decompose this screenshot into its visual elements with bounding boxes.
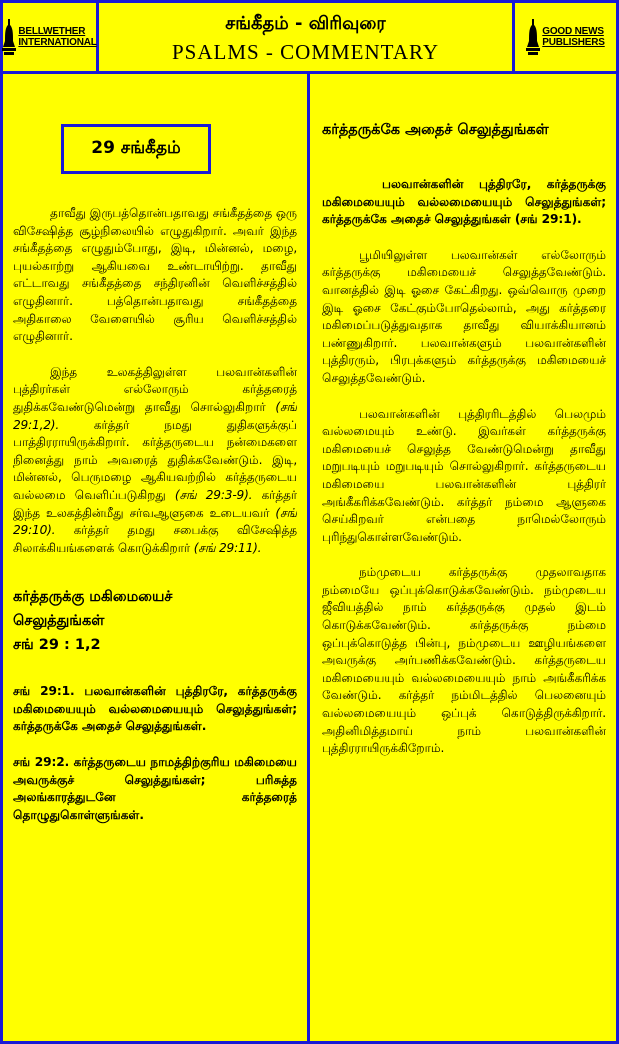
intro-paragraph: தாவீது இருபத்தொன்பதாவது சங்கீதத்தை ஒரு விசேஷித்த சூழ்நிலையில் எழுதுகிறார். அவர் இந்த சங்கீதத்தை எழுதும்போது, இடி, மின்னல், மழை, புயல்காற்று ஆகியவை உண்டாயிற்று. தாவீது எட்டாவது சங்கீதத்தை சந்திரனின் வெளிச்சத்தில் எழுதினார். பத்தொன்பதாவது சங்கீதத்தை அதிகாலை வேளையில் சூரிய வெளிச்சத்தில் எழுதினார். <box>13 206 297 344</box>
right-paragraph-1: பூமியிலுள்ள பலவான்கள் எல்லோரும் கர்த்தருக்கு மகிமையைச் செலுத்தவேண்டும். வானத்தில் இடி ஓசை கேட்கிறது. ஒவ்வொரு முறை இடி ஓசை கேட்கும்போதெல்லாம், அது கர்த்தரை மகிமைப்படுத்துவதாக தாவீது வியாக்கியானம் பண்ணுகிறார். பலவான்களும் பலவான்களின் புத்திரரும், பிரபுக்களும் கர்த்தருக்கு மகிமையைச் செலுத்தவேண்டும். <box>322 247 606 385</box>
summary-text-a: இந்த உலகத்திலுள்ள பலவான்களின் புத்திரர்கள் எல்லோரும் கர்த்தரைத் துதிக்கவேண்டுமென்று தாவீது சொல்லுகிறார் <box>13 364 297 414</box>
section-heading <box>13 585 297 657</box>
title-english: PSALMS - COMMENTARY <box>171 40 440 64</box>
verse-1: சங் 29:1. பலவான்களின் புத்திரரே, கர்த்தருக்கு மகிமையையும் வல்லமையையும் செலுத்துங்கள்; கர்த்தருக்கே அதைச் செலுத்துங்கள். <box>13 684 297 734</box>
right-paragraph-2: பலவான்களின் புத்திரரிடத்தில் பெலமும் வல்லமையும் உண்டு. இவர்கள் கர்த்தருக்கு மகிமையைச் செலுத்த வேண்டுமென்று தாவீது மறுபடியும் மறுபடியும் சொல்லுகிறார். கர்த்தருடைய மகிமையை பலவான்களின் புத்திரர் அங்கீகரிக்கவேண்டும். கர்த்தர் நம்மை ஆளுகை செய்கிறவர் என்பதை நாமெல்லோரும் புரிந்துகொள்ளவேண்டும். <box>322 406 606 544</box>
left-column <box>13 74 297 1041</box>
good-news-logo <box>512 3 616 71</box>
psalm-label-box <box>61 124 211 174</box>
summary-text-b: கர்த்தர் நமது துதிகளுக்குப் பாத்திரராயிருக்கிறார். கர்த்தருடைய நன்மைகளை நினைத்து நாம் அவரைத் துதிக்கவேண்டும். இடி, மின்னல், பெருமழை ஆகியவற்றில் கர்த்தருடைய வல்லமை வெளிப்படுகிறது <box>13 417 297 502</box>
heading-line-1: கர்த்தருக்கு மகிமையைச் <box>13 589 173 606</box>
bell-icon <box>526 19 540 55</box>
reference: (சங் 29:11). <box>193 540 262 555</box>
summary-text-d: கர்த்தர் தமது சபைக்கு விசேஷித்த சிலாக்கியங்களைக் கொடுக்கிறார் <box>13 523 297 555</box>
header <box>3 3 616 74</box>
heading-line-3: சங் 29 : 1,2 <box>13 637 101 654</box>
verse-2: சங் 29:2. கர்த்தருடைய நாமத்திற்குரிய மகிமையை அவருக்குச் செலுத்துங்கள்; பரிசுத்த அலங்காரத்துடனே கர்த்தரைத் தொழுதுகொள்ளுங்கள். <box>13 755 297 822</box>
bellwether-logo <box>3 3 99 71</box>
bell-icon <box>2 19 16 55</box>
summary-paragraph <box>13 364 297 558</box>
psalm-label: 29 சங்கீதம் <box>91 138 181 158</box>
right-paragraph-3: நம்முடைய கர்த்தருக்கு முதலாவதாக நம்மையே ஒப்புக்கொடுக்கவேண்டும். நம்முடைய ஜீவியத்தில் நாம் கர்த்தருக்கு முதல் இடம் கொடுக்கவேண்டும். கர்த்தருக்கு நம்மை ஒப்புக்கொடுத்த பின்பு, நம்முடைய ஊழியங்களை அவருக்கு அர்பணிக்கவேண்டும். கர்த்தருடைய மகிமையையும் வல்லமையையும் நாம் அங்கீகரிக்க வேண்டும். கர்த்தர் நம்மிடத்தில் பெலனையும் வல்லமையையும் ஒப்புக் கொடுத்திருக்கிறார். அதினிமித்தமாய் நாம் பலவான்களின் புத்திரராயிருக்கிறோம். <box>322 565 606 756</box>
column-divider <box>307 74 310 1041</box>
reference: (சங் 29:1,2). <box>13 399 297 432</box>
heading-line-2: செலுத்துங்கள் <box>13 613 105 630</box>
right-heading: கர்த்தருக்கே அதைச் செலுத்துங்கள் <box>322 122 549 138</box>
reference: (சங் 29:10). <box>13 505 297 538</box>
reference: (சங் 29:3-9). <box>174 487 253 502</box>
bellwether-logo-text: BELLWETHER INTERNATIONAL <box>18 26 97 48</box>
summary-text-c: கர்த்தர் இந்த உலகத்தின்மீது சர்வஆளுகை உடையவர் <box>13 487 297 520</box>
good-news-logo-text: GOOD NEWS PUBLISHERS <box>542 26 605 48</box>
title-block <box>99 3 512 71</box>
key-verse-quote: பலவான்களின் புத்திரரே, கர்த்தருக்கு மகிமையையும் வல்லமையையும் செலுத்துங்கள்; கர்த்தருக்கே அதைச் செலுத்துங்கள் (சங் 29:1). <box>322 177 606 227</box>
right-column <box>322 74 606 1041</box>
title-tamil: சங்கீதம் - விரிவுரை <box>225 13 386 34</box>
